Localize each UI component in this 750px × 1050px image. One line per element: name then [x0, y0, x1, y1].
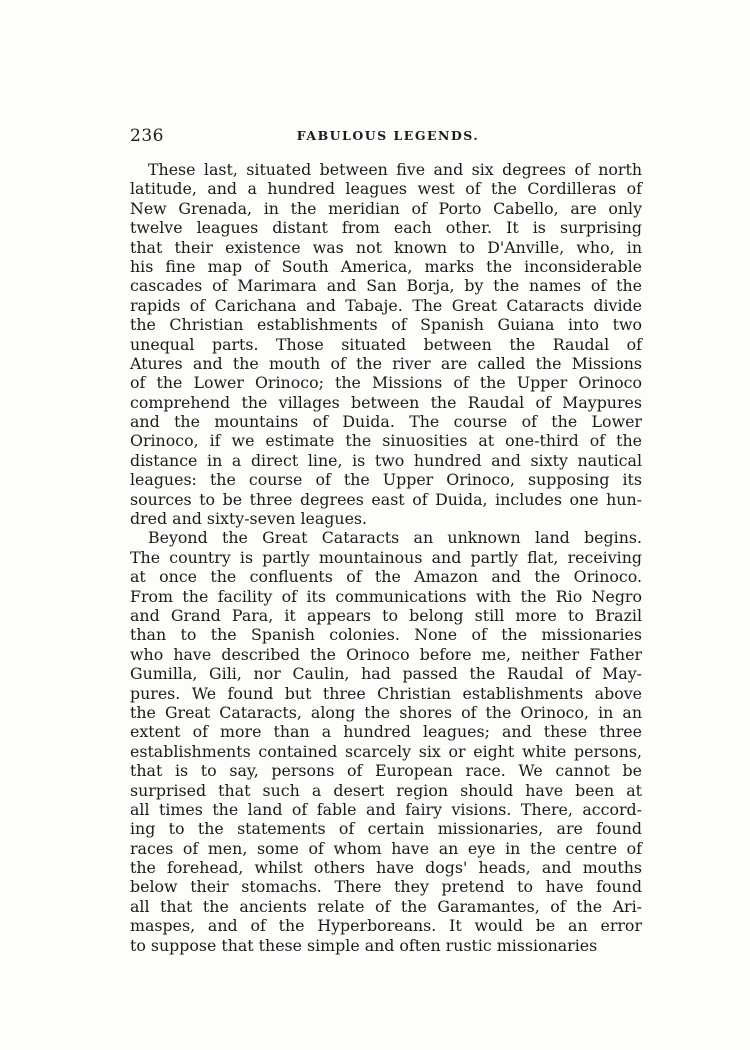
running-head [130, 126, 640, 150]
text-line: ing to the statements of certain missionaries, are found [130, 819, 642, 839]
text-line: of the Lower Orinoco; the Missions of the Upper Orinoco [130, 373, 642, 393]
text-line: distance in a direct line, is two hundred and sixty nautical [130, 450, 642, 470]
text-line: at once the confluents of the Amazon and the Orinoco. [130, 567, 642, 587]
text-line: Orinoco, if we estimate the sinuosities at one-third of the [130, 431, 642, 451]
running-title: FABULOUS LEGENDS. [296, 128, 480, 143]
text-line: rapids of Carichana and Tabaje. The Great Cataracts divide [130, 295, 642, 315]
text-line: who have described the Orinoco before me, neither Father [130, 644, 642, 664]
text-line: unequal parts. Those situated between the Raudal of [130, 334, 642, 354]
text-line: dred and sixty-seven leagues. [130, 509, 368, 529]
text-line: establishments contained scarcely six or eight white persons, [130, 741, 642, 761]
text-line: latitude, and a hundred leagues west of the Cordilleras of [130, 179, 642, 199]
text-line: to suppose that these simple and often rustic missionaries [130, 935, 598, 955]
text-line: The country is partly mountainous and partly flat, receiving [130, 547, 642, 567]
text-line: New Grenada, in the meridian of Porto Cabello, are only [130, 198, 642, 218]
text-line: extent of more than a hundred leagues; and these three [130, 722, 642, 742]
body-text [130, 160, 642, 955]
text-line: and Grand Para, it appears to belong still more to Brazil [130, 605, 642, 625]
text-line: all times the land of fable and fairy visions. There, accord- [130, 799, 642, 819]
text-line: From the facility of its communications with the Rio Negro [130, 586, 642, 606]
paragraph-2 [130, 528, 642, 955]
paragraph-1 [130, 160, 642, 528]
text-line: that their existence was not known to D'Anville, who, in [130, 237, 642, 257]
text-line: pures. We found but three Christian establishments above [130, 683, 642, 703]
page-number: 236 [130, 126, 164, 146]
text-line: maspes, and of the Hyperboreans. It would be an error [130, 916, 642, 936]
text-line: surprised that such a desert region should have been at [130, 780, 642, 800]
text-line: Gumilla, Gili, nor Caulin, had passed the Raudal of May- [130, 664, 642, 684]
text-line: leagues: the course of the Upper Orinoco, supposing its [130, 470, 642, 490]
text-line: sources to be three degrees east of Duida, includes one hun- [130, 489, 642, 509]
text-line: Atures and the mouth of the river are called the Missions [130, 353, 642, 373]
text-line: cascades of Marimara and San Borja, by the names of the [130, 276, 642, 296]
text-line: his fine map of South America, marks the inconsiderable [130, 256, 642, 276]
text-line: than to the Spanish colonies. None of the missionaries [130, 625, 642, 645]
text-line: and the mountains of Duida. The course of the Lower [130, 412, 642, 432]
text-line: all that the ancients relate of the Garamantes, of the Ari- [130, 896, 642, 916]
text-line: twelve leagues distant from each other. It is surprising [130, 218, 642, 238]
text-line: These last, situated between five and six degrees of north [148, 160, 642, 179]
text-line: the Christian establishments of Spanish Guiana into two [130, 315, 642, 335]
text-line: Beyond the Great Cataracts an unknown land begins. [148, 528, 642, 548]
text-line: comprehend the villages between the Raudal of Maypures [130, 392, 642, 412]
text-line: the Great Cataracts, along the shores of the Orinoco, in an [130, 702, 642, 722]
text-line: races of men, some of whom have an eye in the centre of [130, 838, 642, 858]
text-line: that is to say, persons of European race. We cannot be [130, 761, 642, 781]
text-line: below their stomachs. There they pretend to have found [130, 877, 642, 897]
text-line: the forehead, whilst others have dogs' heads, and mouths [130, 858, 642, 878]
